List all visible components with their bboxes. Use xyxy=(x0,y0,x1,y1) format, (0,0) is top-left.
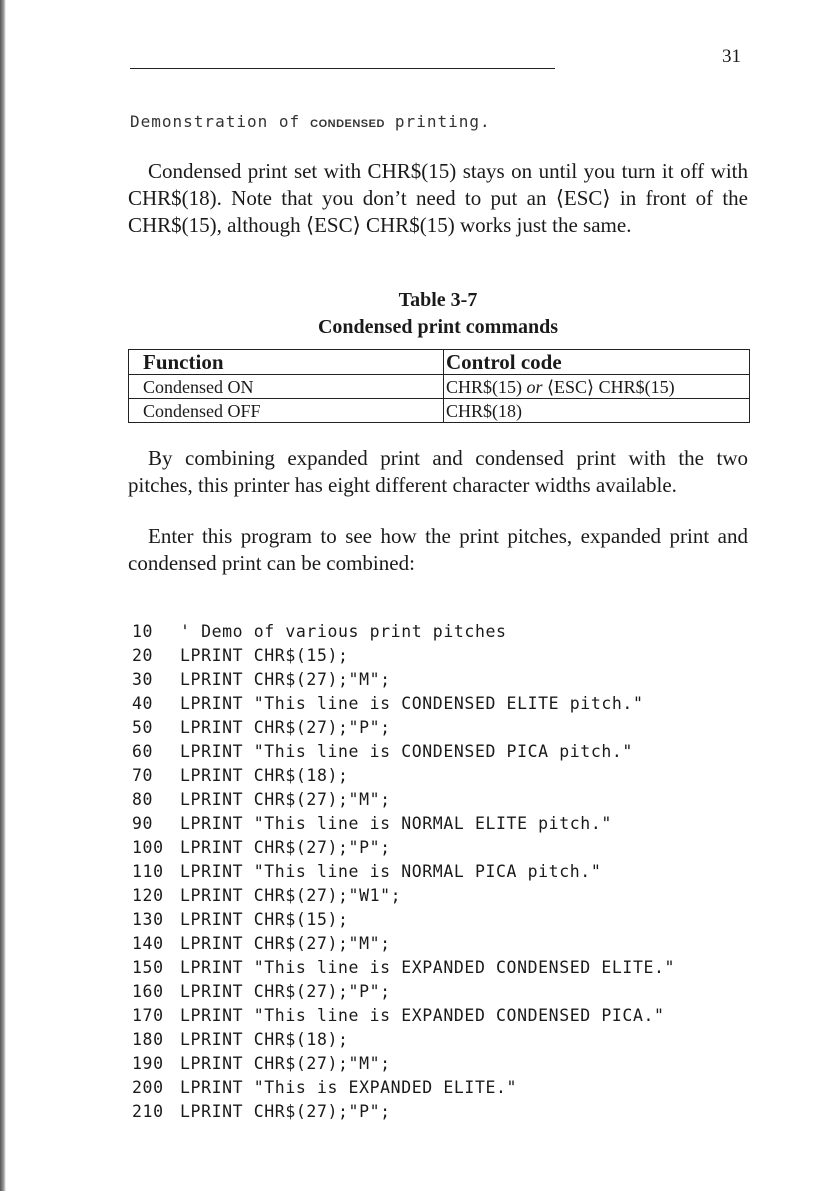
line-number: 160 xyxy=(132,982,164,1001)
header-function: Function xyxy=(129,350,444,375)
header-control-code: Control code xyxy=(444,350,750,375)
line-code: LPRINT CHR$(27);"P"; xyxy=(180,1102,391,1121)
cell-control-code xyxy=(444,375,750,399)
line-number: 140 xyxy=(132,934,164,953)
line-number: 60 xyxy=(132,742,154,761)
line-code: LPRINT CHR$(27);"P"; xyxy=(180,982,391,1001)
line-code: LPRINT CHR$(27);"M"; xyxy=(180,934,391,953)
program-line xyxy=(132,788,675,812)
line-number: 40 xyxy=(132,694,154,713)
program-line xyxy=(132,980,675,1004)
line-number: 190 xyxy=(132,1054,164,1073)
demo-output-line xyxy=(130,112,491,131)
line-code: LPRINT "This line is CONDENSED ELITE pitch." xyxy=(180,694,644,713)
line-number: 120 xyxy=(132,886,164,905)
line-number: 100 xyxy=(132,838,164,857)
program-line xyxy=(132,1076,675,1100)
line-number: 20 xyxy=(132,646,154,665)
intro-paragraph: Condensed print set with CHR$(15) stays on until you turn it off with CHR$(18). Note that you don’t need to put an ⟨ESC⟩ in front of the CHR$(15), although ⟨ESC⟩ CHR$(15) works just the same. xyxy=(128,159,748,237)
line-number: 180 xyxy=(132,1030,164,1049)
line-code: LPRINT "This line is NORMAL PICA pitch." xyxy=(180,862,602,881)
program-line xyxy=(132,1100,675,1124)
line-number: 70 xyxy=(132,766,154,785)
line-code: LPRINT "This line is EXPANDED CONDENSED ELITE." xyxy=(180,958,676,977)
table-row xyxy=(129,375,750,399)
program-line xyxy=(132,692,675,716)
cell-control-code xyxy=(444,399,750,423)
line-code: LPRINT CHR$(27);"P"; xyxy=(180,838,391,857)
program-line xyxy=(132,1004,675,1028)
program-line xyxy=(132,884,675,908)
line-code: LPRINT "This line is CONDENSED PICA pitch." xyxy=(180,742,633,761)
enter-program-paragraph: Enter this program to see how the print pitches, expanded print and condensed print can be combined: xyxy=(128,524,748,575)
program-line xyxy=(132,1028,675,1052)
line-number: 30 xyxy=(132,670,154,689)
table-number: Table 3-7 xyxy=(398,289,478,311)
combining-paragraph: By combining expanded print and condensed print with the two pitches, this printer has eight different character widths available. xyxy=(128,446,748,497)
program-line xyxy=(132,836,675,860)
line-number: 200 xyxy=(132,1078,164,1097)
line-number: 130 xyxy=(132,910,164,929)
cell-function: Condensed OFF xyxy=(129,399,444,423)
program-line xyxy=(132,620,675,644)
demo-condensed-word: CONDENSED xyxy=(310,118,385,130)
table-title: Condensed print commands xyxy=(317,316,559,338)
condensed-commands-table xyxy=(128,349,750,423)
program-line xyxy=(132,932,675,956)
line-code: LPRINT "This is EXPANDED ELITE." xyxy=(180,1078,518,1097)
code-or: or xyxy=(526,376,543,397)
program-line xyxy=(132,716,675,740)
page-binding-edge xyxy=(0,0,6,1191)
line-code: ' Demo of various print pitches xyxy=(180,622,507,641)
line-number: 110 xyxy=(132,862,164,881)
program-line xyxy=(132,860,675,884)
line-number: 80 xyxy=(132,790,154,809)
line-code: LPRINT "This line is NORMAL ELITE pitch." xyxy=(180,814,612,833)
program-line xyxy=(132,764,675,788)
program-line xyxy=(132,1052,675,1076)
program-line xyxy=(132,956,675,980)
line-number: 90 xyxy=(132,814,154,833)
page-number: 31 xyxy=(722,46,741,67)
line-code: LPRINT CHR$(18); xyxy=(180,766,349,785)
program-line xyxy=(132,644,675,668)
line-code: LPRINT CHR$(15); xyxy=(180,910,349,929)
line-code: LPRINT CHR$(18); xyxy=(180,1030,349,1049)
code-a: CHR$(15) xyxy=(446,376,522,397)
program-line xyxy=(132,740,675,764)
line-number: 10 xyxy=(132,622,154,641)
line-number: 170 xyxy=(132,1006,164,1025)
basic-program-listing xyxy=(132,620,675,1124)
demo-text-before: Demonstration of xyxy=(130,112,301,131)
table-row xyxy=(129,399,750,423)
line-code: LPRINT CHR$(27);"M"; xyxy=(180,1054,391,1073)
line-code: LPRINT "This line is EXPANDED CONDENSED PICA." xyxy=(180,1006,665,1025)
program-line xyxy=(132,812,675,836)
line-code: LPRINT CHR$(27);"M"; xyxy=(180,790,391,809)
header-rule xyxy=(130,68,555,69)
line-code: LPRINT CHR$(27);"M"; xyxy=(180,670,391,689)
cell-function: Condensed ON xyxy=(129,375,444,399)
line-code: LPRINT CHR$(27);"P"; xyxy=(180,718,391,737)
line-code: LPRINT CHR$(27);"W1"; xyxy=(180,886,402,905)
program-line xyxy=(132,908,675,932)
line-number: 150 xyxy=(132,958,164,977)
program-line xyxy=(132,668,675,692)
line-code: LPRINT CHR$(15); xyxy=(180,646,349,665)
code-b: ⟨ESC⟩ CHR$(15) xyxy=(547,376,675,397)
code-a: CHR$(18) xyxy=(446,400,522,421)
line-number: 210 xyxy=(132,1102,164,1121)
demo-text-after: printing. xyxy=(394,112,491,131)
table-header-row xyxy=(129,350,750,375)
line-number: 50 xyxy=(132,718,154,737)
